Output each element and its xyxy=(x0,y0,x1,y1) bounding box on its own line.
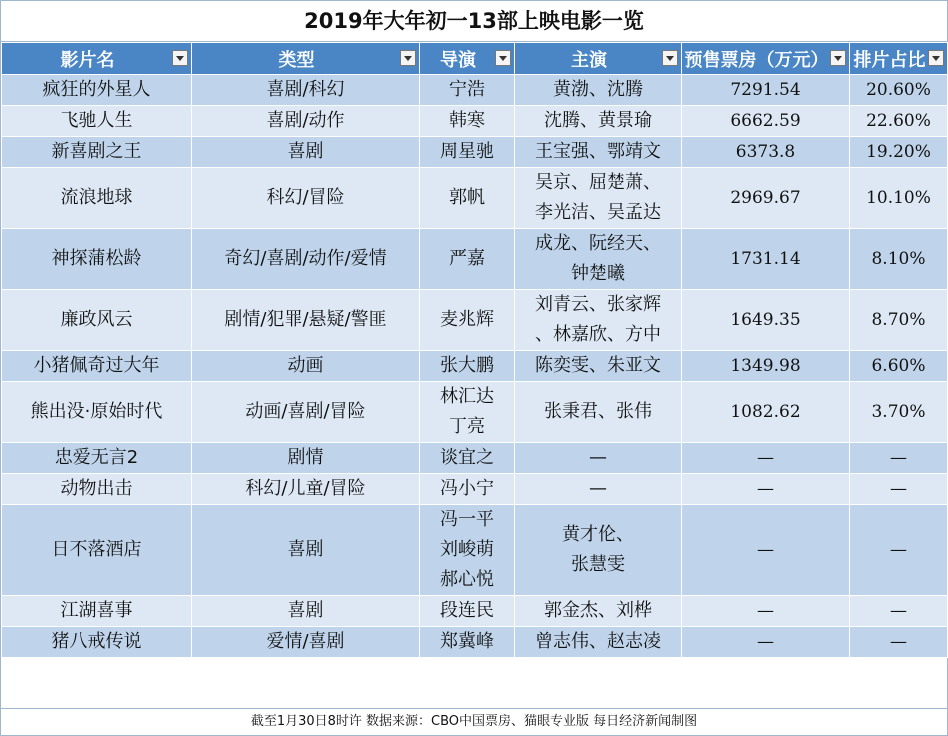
cell-share[interactable]: 6.60% xyxy=(850,351,948,382)
dropdown-arrow-icon xyxy=(666,56,674,61)
col-header-label: 影片名 xyxy=(60,49,115,71)
film-table xyxy=(1,42,948,658)
cell-line: 韩寒 xyxy=(449,110,485,131)
cell-film[interactable]: 新喜剧之王 xyxy=(2,137,192,168)
col-header-label: 导演 xyxy=(440,49,476,71)
cell-line: 宁浩 xyxy=(449,79,485,100)
cell-presale[interactable]: — xyxy=(682,596,850,627)
cell-film[interactable]: 廉政风云 xyxy=(2,290,192,351)
cell-film[interactable]: 忠爱无言2 xyxy=(2,443,192,474)
table-row xyxy=(2,290,948,351)
cell-line: 郑冀峰 xyxy=(440,631,494,652)
cell-genre[interactable]: 喜剧 xyxy=(192,137,420,168)
cell-film[interactable]: 神探蒲松龄 xyxy=(2,229,192,290)
cell-line: 周星驰 xyxy=(440,141,494,162)
cell-director[interactable] xyxy=(420,505,515,596)
cell-line: 丁亮 xyxy=(449,416,485,437)
cell-film[interactable]: 熊出没·原始时代 xyxy=(2,382,192,443)
dropdown-arrow-icon xyxy=(932,56,940,61)
cell-line: 张大鹏 xyxy=(440,355,494,376)
dropdown-arrow-icon xyxy=(404,56,412,61)
cell-line: 王宝强、鄂靖文 xyxy=(535,141,661,162)
cell-director[interactable] xyxy=(420,596,515,627)
col-header-director xyxy=(420,43,515,75)
cell-share[interactable]: 3.70% xyxy=(850,382,948,443)
cell-share[interactable]: 8.70% xyxy=(850,290,948,351)
cell-director[interactable] xyxy=(420,382,515,443)
col-header-share xyxy=(850,43,948,75)
cell-presale[interactable]: 1731.14 xyxy=(682,229,850,290)
col-header-film xyxy=(2,43,192,75)
dropdown-arrow-icon xyxy=(176,56,184,61)
cell-genre[interactable]: 奇幻/喜剧/动作/爱情 xyxy=(192,229,420,290)
cell-genre[interactable]: 喜剧 xyxy=(192,505,420,596)
col-header-label: 类型 xyxy=(278,49,315,71)
dropdown-arrow-icon xyxy=(499,56,507,61)
table-row xyxy=(2,106,948,137)
cell-cast[interactable] xyxy=(515,382,682,443)
table-row xyxy=(2,351,948,382)
cell-line: 严嘉 xyxy=(449,248,485,269)
cell-genre[interactable]: 喜剧/科幻 xyxy=(192,75,420,106)
cell-director[interactable] xyxy=(420,168,515,229)
cell-share[interactable]: — xyxy=(850,627,948,658)
cell-line: 陈奕雯、朱亚文 xyxy=(535,355,661,376)
cell-film[interactable]: 飞驰人生 xyxy=(2,106,192,137)
cell-film[interactable]: 疯狂的外星人 xyxy=(2,75,192,106)
cell-presale[interactable]: — xyxy=(682,627,850,658)
cell-genre[interactable]: 科幻/冒险 xyxy=(192,168,420,229)
cell-cast[interactable] xyxy=(515,290,682,351)
cell-presale[interactable]: 6373.8 xyxy=(682,137,850,168)
cell-cast[interactable] xyxy=(515,474,682,505)
cell-director[interactable] xyxy=(420,290,515,351)
cell-line: 冯一平 xyxy=(440,509,494,530)
table-row xyxy=(2,168,948,229)
cell-line: 郝心悦 xyxy=(440,569,494,590)
filter-dropdown-button[interactable] xyxy=(662,50,678,66)
filter-dropdown-button[interactable] xyxy=(172,50,188,66)
cell-line: 郭金杰、刘桦 xyxy=(544,600,652,621)
cell-line: 冯小宁 xyxy=(440,478,494,499)
cell-share[interactable]: 22.60% xyxy=(850,106,948,137)
filter-dropdown-button[interactable] xyxy=(495,50,511,66)
cell-director[interactable] xyxy=(420,474,515,505)
cell-cast[interactable] xyxy=(515,443,682,474)
cell-director[interactable] xyxy=(420,443,515,474)
table-row xyxy=(2,596,948,627)
col-header-genre xyxy=(192,43,420,75)
cell-line: 李光洁、吴孟达 xyxy=(535,202,661,223)
cell-line: 沈腾、黄景瑜 xyxy=(544,110,652,131)
cell-share[interactable]: — xyxy=(850,596,948,627)
cell-director[interactable] xyxy=(420,627,515,658)
cell-line: 曾志伟、赵志凌 xyxy=(535,631,661,652)
col-header-presale xyxy=(682,43,850,75)
filter-dropdown-button[interactable] xyxy=(400,50,416,66)
cell-presale[interactable]: 6662.59 xyxy=(682,106,850,137)
table-row xyxy=(2,75,948,106)
cell-cast[interactable] xyxy=(515,505,682,596)
cell-line: 钟楚曦 xyxy=(571,263,625,284)
cell-line: 谈宜之 xyxy=(440,447,494,468)
cell-genre[interactable]: 科幻/儿童/冒险 xyxy=(192,474,420,505)
cell-genre[interactable]: 喜剧/动作 xyxy=(192,106,420,137)
filter-dropdown-button[interactable] xyxy=(928,50,944,66)
cell-line: 段连民 xyxy=(440,600,494,621)
cell-line: 黄渤、沈腾 xyxy=(553,79,643,100)
table-title: 2019年大年初一13部上映电影一览 xyxy=(1,1,947,42)
cell-presale[interactable]: — xyxy=(682,474,850,505)
cell-line: 麦兆辉 xyxy=(440,309,494,330)
col-header-label: 主演 xyxy=(571,49,607,71)
cell-film[interactable]: 动物出击 xyxy=(2,474,192,505)
cell-film[interactable]: 江湖喜事 xyxy=(2,596,192,627)
cell-share[interactable]: — xyxy=(850,505,948,596)
cell-genre[interactable]: 喜剧 xyxy=(192,596,420,627)
cell-line: 张秉君、张伟 xyxy=(544,401,652,422)
cell-director[interactable] xyxy=(420,75,515,106)
cell-presale[interactable]: 7291.54 xyxy=(682,75,850,106)
col-header-label: 排片占比 xyxy=(853,49,926,71)
cell-share[interactable]: 10.10% xyxy=(850,168,948,229)
cell-film[interactable]: 日不落酒店 xyxy=(2,505,192,596)
cell-line: 刘青云、张家辉 xyxy=(535,294,661,315)
cell-line: 、林嘉欣、方中 xyxy=(535,324,661,345)
cell-genre[interactable]: 动画/喜剧/冒险 xyxy=(192,382,420,443)
cell-line: 成龙、阮经天、 xyxy=(535,233,661,254)
cell-genre[interactable]: 爱情/喜剧 xyxy=(192,627,420,658)
cell-presale[interactable]: 1349.98 xyxy=(682,351,850,382)
source-footer: 截至1月30日8时许 数据来源：CBO中国票房、猫眼专业版 每日经济新闻制图 xyxy=(1,708,947,735)
cell-share[interactable]: 8.10% xyxy=(850,229,948,290)
table-row xyxy=(2,443,948,474)
cell-presale[interactable]: 1082.62 xyxy=(682,382,850,443)
cell-cast[interactable] xyxy=(515,75,682,106)
cell-share[interactable]: 20.60% xyxy=(850,75,948,106)
table-row xyxy=(2,627,948,658)
cell-line: 刘峻萌 xyxy=(440,539,494,560)
cell-presale[interactable]: — xyxy=(682,505,850,596)
filter-dropdown-button[interactable] xyxy=(830,50,846,66)
cell-film[interactable]: 猪八戒传说 xyxy=(2,627,192,658)
cell-genre[interactable]: 剧情 xyxy=(192,443,420,474)
cell-cast[interactable] xyxy=(515,229,682,290)
cell-share[interactable]: — xyxy=(850,443,948,474)
cell-line: 张慧雯 xyxy=(571,554,625,575)
cell-line: 郭帆 xyxy=(449,187,485,208)
cell-share[interactable]: 19.20% xyxy=(850,137,948,168)
cell-cast[interactable] xyxy=(515,168,682,229)
table-row xyxy=(2,229,948,290)
cell-director[interactable] xyxy=(420,229,515,290)
dropdown-arrow-icon xyxy=(834,56,842,61)
cell-director[interactable] xyxy=(420,106,515,137)
table-body xyxy=(2,75,948,658)
cell-film[interactable]: 流浪地球 xyxy=(2,168,192,229)
cell-cast[interactable] xyxy=(515,137,682,168)
table-row xyxy=(2,137,948,168)
cell-line: — xyxy=(589,478,607,499)
table-row xyxy=(2,382,948,443)
table-row xyxy=(2,505,948,596)
cell-presale[interactable]: — xyxy=(682,443,850,474)
cell-director[interactable] xyxy=(420,137,515,168)
cell-line: 林汇达 xyxy=(440,386,494,407)
cell-presale[interactable]: 1649.35 xyxy=(682,290,850,351)
cell-cast[interactable] xyxy=(515,627,682,658)
header-row xyxy=(2,43,948,75)
cell-director[interactable] xyxy=(420,351,515,382)
cell-film[interactable]: 小猪佩奇过大年 xyxy=(2,351,192,382)
col-header-cast xyxy=(515,43,682,75)
cell-presale[interactable]: 2969.67 xyxy=(682,168,850,229)
cell-line: — xyxy=(589,447,607,468)
cell-cast[interactable] xyxy=(515,106,682,137)
cell-genre[interactable]: 动画 xyxy=(192,351,420,382)
cell-line: 吴京、屈楚萧、 xyxy=(535,172,661,193)
col-header-label: 预售票房（万元） xyxy=(684,49,829,71)
cell-line: 黄才伦、 xyxy=(562,524,634,545)
cell-cast[interactable] xyxy=(515,351,682,382)
cell-cast[interactable] xyxy=(515,596,682,627)
table-row xyxy=(2,474,948,505)
cell-genre[interactable]: 剧情/犯罪/悬疑/警匪 xyxy=(192,290,420,351)
cell-share[interactable]: — xyxy=(850,474,948,505)
